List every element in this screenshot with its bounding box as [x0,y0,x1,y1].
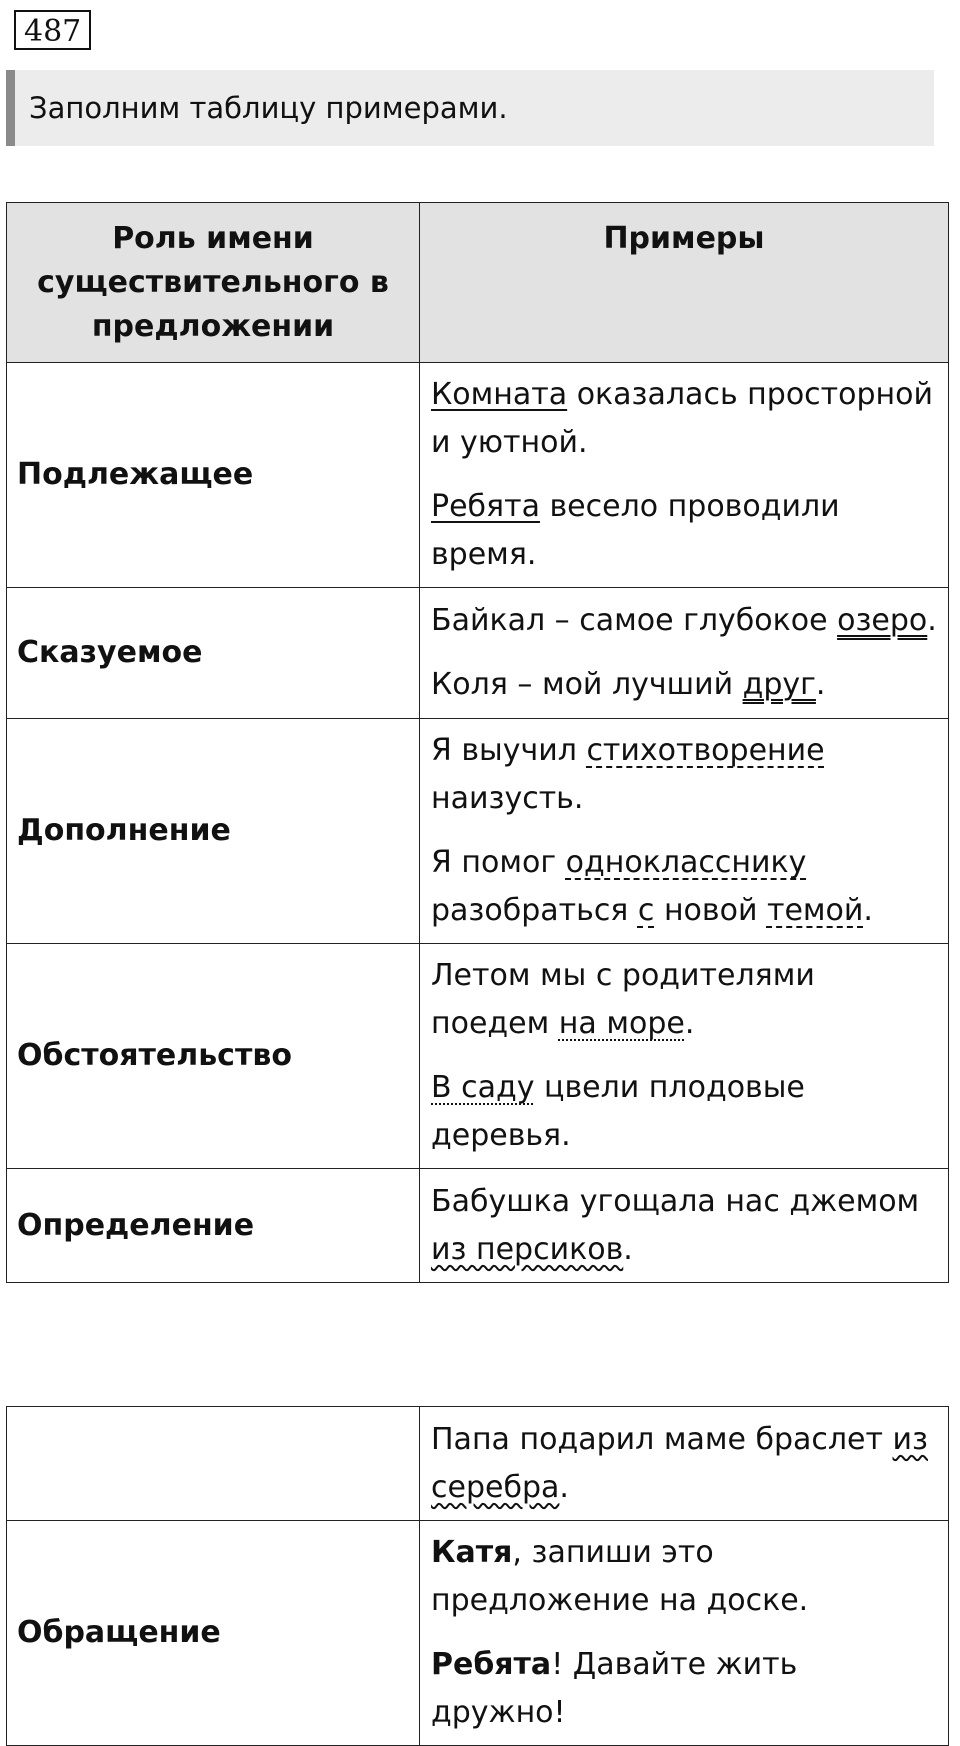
table-row [7,719,949,944]
example-sentence: Летом мы с родителями поедем на море. [431,958,815,1041]
underlined-word: В саду [431,1070,535,1105]
examples-adverbial [420,944,949,1169]
underlined-word: Ребята [431,489,540,524]
example-sentence: Ребята! Давайте жить дружно! [431,1647,798,1730]
bold-word: Ребята [431,1647,552,1682]
example-sentence: Бабушка угощала нас джемом из персиков. [431,1183,920,1267]
header-examples: Примеры [420,203,949,363]
underlined-word: на море [558,1006,685,1041]
examples-predicate [420,588,949,719]
role-address: Обращение [7,1521,420,1746]
examples-object [420,719,949,944]
examples-table [6,202,949,1283]
examples-attribute [420,1169,949,1283]
examples-table-continued [6,1406,949,1746]
table-row [7,1169,949,1283]
header-role: Роль имени существительного в предложении [7,203,420,363]
role-predicate: Сказуемое [7,588,420,719]
example-sentence: В саду цвели плодовые деревья. [431,1070,805,1153]
underlined-word: друг [742,667,816,702]
underlined-word: из [892,1421,928,1457]
underlined-word: темой [766,893,864,928]
example-sentence: Папа подарил маме браслет из серебра. [431,1421,928,1505]
example-sentence: Комната оказалась просторной и уютной. [431,377,934,460]
role-attribute: Определение [7,1169,420,1283]
underlined-word: из персиков [431,1231,624,1267]
example-sentence: Я помог однокласснику разобраться с новой темой. [431,845,873,928]
table-row [7,1407,949,1521]
underlined-word: озеро [837,603,928,638]
table-row [7,363,949,588]
example-sentence: Катя, запиши это предложение на доске. [431,1535,809,1618]
table-row [7,944,949,1169]
examples-attribute-continued [420,1407,949,1521]
role-object: Дополнение [7,719,420,944]
intro-text: Заполним таблицу примерами. [6,70,934,146]
example-sentence: Байкал – самое глубокое озеро. [431,603,937,638]
task-number: 487 [14,10,91,50]
examples-address [420,1521,949,1746]
examples-subject [420,363,949,588]
underlined-word: с [637,893,655,928]
example-sentence: Коля – мой лучший друг. [431,667,826,702]
table-row [7,588,949,719]
table-header-row [7,203,949,363]
underlined-word: стихотворение [586,733,825,768]
bold-word: Катя [431,1535,513,1570]
role-adverbial: Обстоятельство [7,944,420,1169]
example-sentence: Ребята весело проводили время. [431,489,840,572]
underlined-word: серебра [431,1469,560,1505]
underlined-word: однокласснику [565,845,807,880]
role-attribute-continued [7,1407,420,1521]
underlined-word: Комната [431,377,568,412]
example-sentence: Я выучил стихотворение наизусть. [431,733,825,816]
role-subject: Подлежащее [7,363,420,588]
table-row [7,1521,949,1746]
